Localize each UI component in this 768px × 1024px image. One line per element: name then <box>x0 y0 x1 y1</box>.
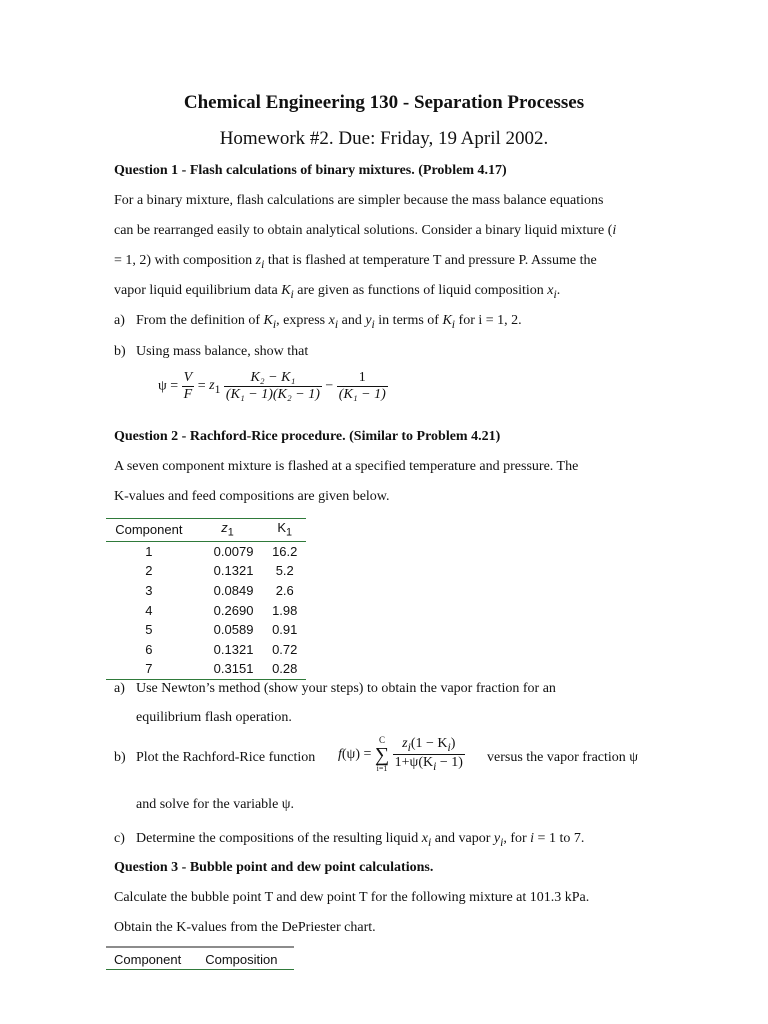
rr-equals: = <box>363 746 372 762</box>
rr-num-ksub: i <box>447 741 451 754</box>
cell-k: 0.91 <box>272 622 298 638</box>
eq-equals-2: = <box>197 378 206 394</box>
table-row <box>106 561 306 581</box>
table-row <box>106 581 306 601</box>
table-row <box>106 640 306 660</box>
q1-a-text <box>136 313 522 331</box>
q3-heading: Question 3 - Bubble point and dew point calculations. <box>114 860 434 875</box>
q2-c-t1: Determine the compositions of the resulting liquid <box>136 831 422 846</box>
rr-sum-upper: C <box>379 735 386 745</box>
q1-a-K2: K <box>442 313 452 328</box>
q1-a-K2sub: i <box>451 317 456 331</box>
q1-p4a: vapor liquid equilibrium data <box>114 283 282 298</box>
q1-p4-var2: x <box>547 283 554 298</box>
q1-heading: Question 1 - Flash calculations of binary mixtures. (Problem 4.17) <box>114 163 507 178</box>
q2-c-xsub: i <box>428 835 432 849</box>
q2-b-text-2: versus the vapor fraction ψ <box>487 750 639 765</box>
q2-heading: Question 2 - Rachford-Rice procedure. (Similar to Problem 4.21) <box>114 429 501 444</box>
q1-a-Ksub: i <box>272 317 277 331</box>
eq-frac-main <box>224 370 322 403</box>
col-header-k <box>263 519 306 542</box>
cell-z: 0.0589 <box>213 622 254 638</box>
col-header-composition: Composition <box>197 947 294 970</box>
k-values-table <box>106 518 306 680</box>
q2-b-label: b) <box>114 750 126 765</box>
q1-p4-sub2: i <box>553 287 557 301</box>
cell-component: 2 <box>145 563 153 579</box>
cell-z: 0.3151 <box>192 659 264 679</box>
eq-psi: ψ <box>158 378 167 394</box>
eq-z-sub: 1 <box>214 382 221 396</box>
cell-k: 16.2 <box>272 543 298 559</box>
q3-para-line-2: Obtain the K-values from the DePriester chart. <box>114 920 376 935</box>
eq-equals-1: = <box>170 378 179 394</box>
q1-equation <box>158 370 388 403</box>
q1-p3a: = 1, 2) with composition <box>114 253 256 268</box>
cell-z: 0.0079 <box>213 543 254 559</box>
q1-a-t3: and <box>338 313 366 328</box>
rr-sum <box>375 736 389 773</box>
eq-V: V <box>183 370 193 385</box>
cell-component: 5 <box>145 622 153 638</box>
composition-table <box>106 946 294 970</box>
rr-sum-lower: i=1 <box>376 764 388 773</box>
cell-z: 0.1321 <box>213 563 254 579</box>
cell-component: 3 <box>145 583 153 599</box>
col-header-k-var: K <box>277 520 287 535</box>
q1-a-ysub: i <box>371 317 375 331</box>
q1-b-label: b) <box>114 344 126 359</box>
eq-frac-second <box>337 370 388 403</box>
q1-p3-var: z <box>255 253 262 268</box>
q2-c-t3: , for <box>503 831 531 846</box>
composition-table-header-row <box>106 947 294 970</box>
col-header-z <box>192 519 264 542</box>
q1-a-t2: , express <box>276 313 329 328</box>
eq-z: z <box>209 377 215 393</box>
rr-den-main: 1+ψ(K <box>394 755 434 770</box>
q1-a-K: K <box>263 313 273 328</box>
eq-z1 <box>209 377 221 396</box>
rachford-rice-equation <box>338 736 465 778</box>
cell-k: 0.28 <box>263 659 306 679</box>
q1-a-xsub: i <box>334 317 339 331</box>
rr-f-psi: (ψ) <box>341 746 360 762</box>
cell-z: 0.1321 <box>213 641 254 657</box>
table-header-row <box>106 519 306 542</box>
cell-z: 0.0849 <box>213 583 254 599</box>
q2-c-label: c) <box>114 831 125 846</box>
q1-a-t1: From the definition of <box>136 313 264 328</box>
col-header-component: Component <box>106 519 192 542</box>
q1-para-line-1: For a binary mixture, flash calculations are simpler because the mass balance equations <box>114 193 604 208</box>
cell-k: 1.98 <box>272 602 298 618</box>
rr-num-rest: (1 − K <box>410 736 448 752</box>
eq-num2: 1 <box>337 370 388 387</box>
eq-den: (K₁ − 1)(K₂ − 1) <box>225 387 320 402</box>
q2-c-i: i <box>530 831 535 846</box>
q2-c-text <box>136 831 584 849</box>
cell-component: 6 <box>145 641 153 657</box>
q1-p3b: that is flashed at temperature T and pressure P. Assume the <box>264 253 597 268</box>
course-title: Chemical Engineering 130 - Separation Processes <box>183 92 585 113</box>
col-header-component-q3: Component <box>106 947 197 970</box>
q1-a-y: y <box>365 313 372 328</box>
q1-p4c: . <box>556 283 561 298</box>
rr-den-close: − 1) <box>436 755 463 770</box>
q2-a-text-1: Use Newton’s method (show your steps) to obtain the vapor fraction for an <box>136 681 556 696</box>
q1-p2-var: i <box>612 223 617 238</box>
q1-p4-sub: i <box>290 287 294 301</box>
cell-z: 0.2690 <box>213 602 254 618</box>
homework-title: Homework #2. Due: Friday, 19 April 2002. <box>219 128 549 149</box>
rr-num-z: z <box>402 736 408 752</box>
rr-num-zsub: i <box>407 741 411 754</box>
table-row <box>106 659 306 679</box>
q1-b-text: Using mass balance, show that <box>136 344 309 359</box>
q1-a-label: a) <box>114 313 125 328</box>
col-header-k-sub: 1 <box>286 526 293 539</box>
cell-k: 2.6 <box>275 583 294 599</box>
rr-f-var: f <box>338 746 342 762</box>
eq-frac-vf <box>182 370 195 403</box>
eq-minus: − <box>325 378 334 394</box>
q2-c-t4: = 1 to 7. <box>534 831 585 846</box>
q2-a-text-2: equilibrium flash operation. <box>136 710 292 725</box>
eq-F: F <box>183 387 193 402</box>
table-row <box>106 541 306 561</box>
q2-b-text-1: Plot the Rachford-Rice function <box>136 750 316 765</box>
cell-component: 4 <box>145 602 153 618</box>
q1-p4b: are given as functions of liquid composition <box>293 283 548 298</box>
q2-para-line-1: A seven component mixture is flashed at a specified temperature and pressure. The <box>114 459 579 474</box>
rr-f <box>338 747 360 763</box>
col-header-z-var: z <box>221 520 228 535</box>
k-table-body <box>106 541 306 679</box>
q2-c-ysub: i <box>500 835 504 849</box>
rr-den-sub: i <box>433 759 437 773</box>
q1-a-t4: in terms of <box>374 313 443 328</box>
rr-num-close: ) <box>450 736 456 752</box>
q2-para-line-2: K-values and feed compositions are given below. <box>114 489 390 504</box>
q1-para-line-2 <box>114 223 616 239</box>
eq-num: K₂ − K₁ <box>224 370 322 387</box>
cell-k: 0.72 <box>272 641 298 657</box>
rr-frac <box>393 736 465 773</box>
rr-den <box>393 755 465 773</box>
q1-para-line-4 <box>114 283 560 301</box>
eq-den2: (K₁ − 1) <box>338 387 386 402</box>
q1-a-x: x <box>328 313 335 328</box>
rr-sigma: ∑ <box>374 744 390 766</box>
q2-b-text-3: and solve for the variable ψ. <box>136 797 295 812</box>
q1-p2-text: can be rearranged easily to obtain analytical solutions. Consider a binary liquid mixture ( <box>114 223 613 238</box>
q2-c-y: y <box>493 831 501 846</box>
cell-component: 1 <box>145 543 153 559</box>
col-header-z-sub: 1 <box>227 526 234 539</box>
q1-p4-var: K <box>281 283 291 298</box>
q2-c-x: x <box>421 831 429 846</box>
q1-p3-sub: i <box>261 257 265 271</box>
q3-para-line-1: Calculate the bubble point T and dew point T for the following mixture at 101.3 kPa. <box>114 890 590 905</box>
table-row <box>106 600 306 620</box>
table-row <box>106 620 306 640</box>
cell-component: 7 <box>106 659 192 679</box>
rr-num <box>393 736 465 755</box>
q2-a-label: a) <box>114 681 125 696</box>
q1-a-t5: for i = 1, 2. <box>455 313 522 328</box>
q2-c-t2: and vapor <box>431 831 494 846</box>
cell-k: 5.2 <box>275 563 294 579</box>
q1-para-line-3 <box>114 253 597 271</box>
